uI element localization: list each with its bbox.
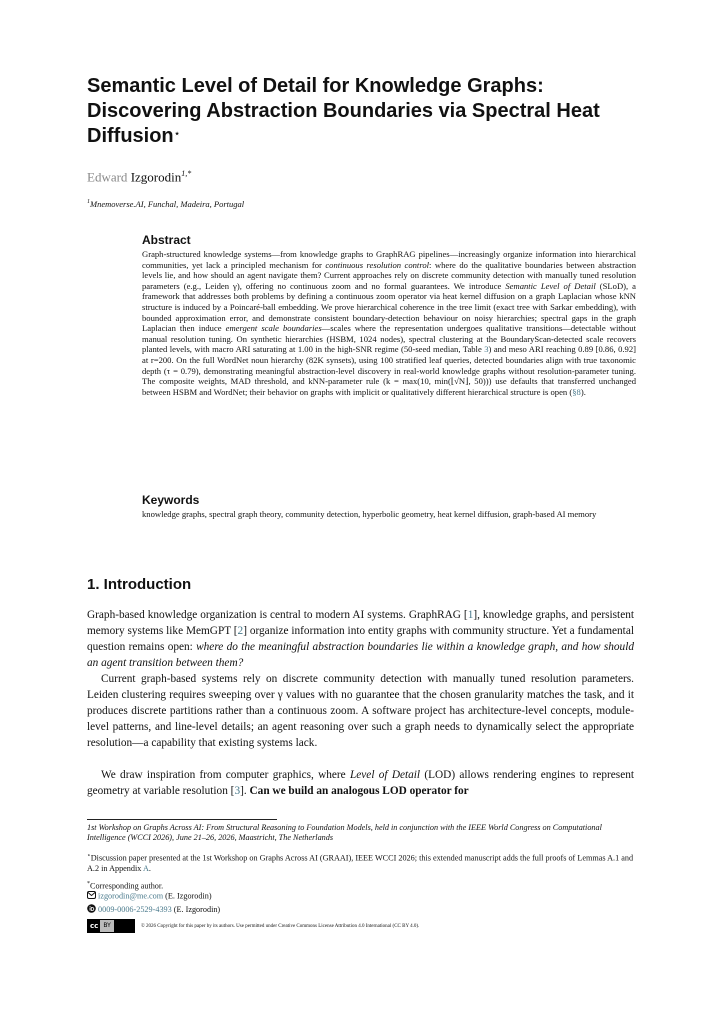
intro-paragraph-3: [87, 767, 634, 799]
orcid-owner: (E. Izgorodin): [171, 905, 221, 915]
cc-label: cc: [90, 921, 99, 930]
intro-emphasis: Level of Detail: [350, 769, 421, 781]
intro-text: ] organize information into entity graphs with community structure. Yet a fundamental question remains open:: [87, 625, 634, 653]
affiliation-text: Mnemoverse.AI, Funchal, Madeira, Portugal: [90, 198, 245, 209]
abstract-part: (SLoD), a framework that addresses both problems by defining a continuous zoom operator via heat kernel diffusion on a graph Laplacian whose kNN structure is induced by a Poincaré-ball embedding. We prove hierarchical coherence in the tree limit (exact tree with Sarkar embedding), with bounded approximation error, and demonstrate consistent boundary-detection behaviour on noisy hierarchies; spectral gaps in the graph Laplacian then induce: [142, 280, 636, 334]
affiliation: [87, 197, 244, 210]
abstract-section: [142, 233, 636, 397]
title-text: Semantic Level of Detail for Knowledge Graphs: Discovering Abstraction Boundaries via Spectral Heat Diffusion: [87, 75, 600, 147]
abstract-emphasis: Semantic Level of Detail: [505, 280, 596, 291]
license-text: © 2026 Copyright for this paper by its authors. Use permitted under Creative Commons License Attribution 4.0 International (CC BY 4.0).: [141, 923, 420, 929]
appendix-ref-link[interactable]: A: [142, 864, 149, 874]
intro-text: We draw inspiration from computer graphics, where: [101, 769, 350, 781]
orcid-icon: [87, 904, 96, 916]
title-footnote-mark: ⋆: [173, 128, 181, 140]
intro-text: Graph-based knowledge organization is central to modern AI systems. GraphRAG [: [87, 609, 468, 621]
keywords-section: [142, 493, 636, 520]
email-link[interactable]: izgorodin@me.com: [98, 891, 164, 901]
author-family-name: Izgorodin: [130, 169, 182, 185]
license-line: [87, 919, 634, 933]
abstract-part: —scales where the representation undergoes qualitative transitions—detectable without manual resolution tuning. On synthetic hierarchies (HSBM, 1024 nodes), spectral clustering at the BoundaryScan-detected scale recovers planted levels, with macro ARI saturating at 1.00 in the high-SNR regime (50-seed median, Table: [142, 323, 636, 355]
footnote-mark: *: [87, 881, 90, 887]
abstract-part: ) and meso ARI reaching 0.89 [0.86, 0.92] at r=200. On the full WordNet noun hierarchy (82K synsets), using 100 stratified leaf queries, detected boundaries align with true taxonomic depth (τ = 0.79), demonstrating meaningful abstraction-level discovery in real-world knowledge graphs without resolution-parameter tuning. The composite weights, MAD threshold, and kNN-parameter rule (k = max(10, min(⌊√N⌋, 50))) use defaults that transferred unchanged between HSBM and WordNet; their behavior on graphs with implicit or qualitatively different hierarchical structure is open (: [142, 344, 636, 397]
footnote-discussion: [87, 851, 634, 875]
abstract-text: [142, 249, 636, 397]
abstract-heading: Abstract: [142, 233, 191, 247]
intro-paragraph-1: [87, 607, 634, 671]
citation-link[interactable]: 1: [467, 609, 474, 621]
intro-text: (LOD) allows rendering engines to represent geometry at variable resolution [: [87, 769, 634, 797]
abstract-emphasis: continuous resolution control: [325, 259, 430, 270]
section-ref-link[interactable]: §8: [572, 386, 581, 397]
introduction-heading: 1. Introduction: [87, 576, 192, 593]
intro-bold-question: Can we build an analogous LOD operator for: [249, 785, 469, 797]
email-owner: (E. Izgorodin): [163, 891, 212, 901]
footnote-orcid: [87, 904, 634, 916]
author-marks: 1,*: [181, 169, 192, 178]
abstract-part: Graph-structured knowledge systems—from knowledge graphs to GraphRAG pipelines—increasingly organize information into hierarchical communities, yet lack a principled mechanism for: [142, 249, 636, 270]
keywords-text: knowledge graphs, spectral graph theory, community detection, hyperbolic geometry, heat kernel diffusion, graph-based AI memory: [142, 509, 597, 519]
abstract-emphasis: emergent scale boundaries: [225, 323, 322, 334]
by-label: BY: [100, 920, 113, 932]
footnote-divider: [87, 819, 277, 820]
footnote-text: Corresponding author.: [90, 881, 164, 891]
footnote-text: .: [148, 864, 151, 874]
keywords-heading: Keywords: [142, 493, 200, 507]
intro-text: ], knowledge graphs, and persistent memory systems like MemGPT [: [87, 609, 635, 637]
intro-text: ].: [240, 785, 250, 797]
envelope-icon: [87, 891, 96, 902]
abstract-part: ).: [580, 386, 586, 397]
footnote-workshop: 1st Workshop on Graphs Across AI: From Structural Reasoning to Foundation Models, held in conjunction with the IEEE World Congress on Computational Intelligence (WCCI 2026), June 21–26, 2026, Maastricht, The Netherlands: [87, 823, 602, 843]
orcid-link[interactable]: 0009-0006-2529-4393: [98, 905, 172, 915]
citation-link[interactable]: 3: [234, 785, 241, 797]
author-line: [87, 166, 191, 185]
footnote-email: [87, 891, 634, 902]
intro-emphasis: where do the meaningful abstraction boundaries lie within a knowledge graph, and how should an agent transition between them?: [87, 641, 634, 669]
intro-paragraph-2: Current graph-based systems rely on discrete community detection with manually tuned resolution parameters. Leiden clustering requires sweeping over γ values with no guarantee that the chosen granularity matches the task, and it produces discrete partitions rather than a continuous zoom. A software project has architecture-level concepts, module-level patterns, and line-level details; an agent reasoning over such a graph needs to dynamically select the appropriate resolution—a capability that existing systems lack.: [87, 673, 634, 749]
citation-link[interactable]: 2: [237, 625, 244, 637]
cc-by-badge-icon: [87, 919, 135, 933]
paper-title: [87, 74, 647, 149]
abstract-part: : where do the qualitative boundaries between abstraction levels lie, and how should an agent navigate them? Current approaches rely on discrete community detection with manually tuned resolution parameters (e.g., Leiden γ), offering no continuous zoom and no formal guarantees. We introduce: [142, 259, 636, 291]
author-given-name: Edward: [87, 169, 128, 185]
affiliation-mark: 1: [87, 199, 90, 205]
footnote-text: Discussion paper presented at the 1st Workshop on Graphs Across AI (GRAAI), IEEE WCCI 2026; this extended manuscript adds the full proofs of Lemmas A.1 and A.2 in Appendix: [87, 853, 634, 874]
footnote-mark: ⋆: [87, 853, 91, 859]
table-ref-link[interactable]: 3: [484, 344, 489, 355]
